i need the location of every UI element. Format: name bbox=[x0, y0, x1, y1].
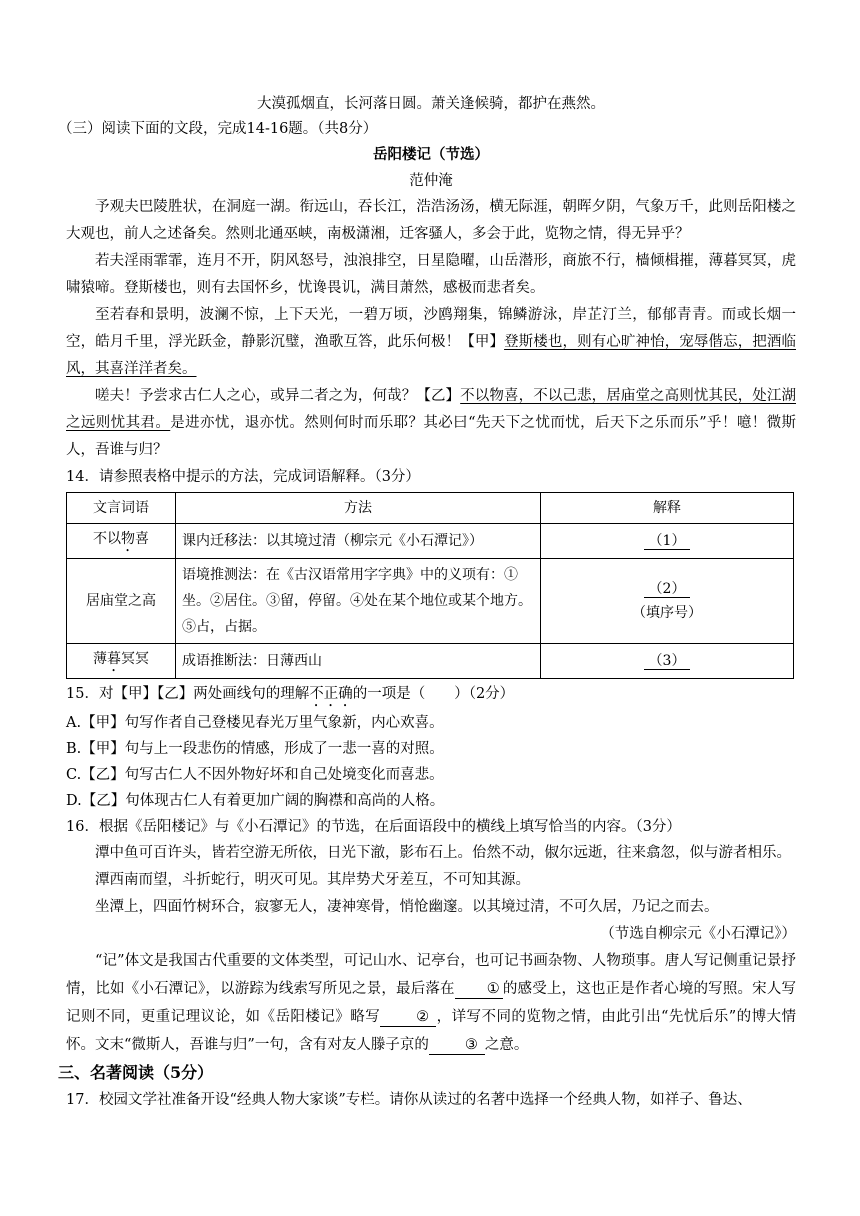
question-15-text: 15．对【甲】【乙】两处画线句的理解 bbox=[66, 686, 310, 702]
mark-yi: 【乙】 bbox=[416, 388, 461, 404]
paragraph-4-text-b: 是进亦忧，退亦忧。然则何时而乐耶？其必曰“先天下之忧而忧，后天下之乐而乐”乎！噫！微斯人，吾谁与归？ bbox=[66, 415, 797, 458]
paragraph-2: 若夫淫雨霏霏，连月不开，阴风怒号，浊浪排空，日星隐曜，山岳潜形，商旅不行，樯倾楫摧，薄暮冥冥，虎啸猿啼。登斯楼也，则有去国怀乡，忧谗畏讥，满目萧然，感极而悲者矣。 bbox=[66, 253, 796, 296]
table-cell-answer bbox=[541, 524, 794, 559]
paragraph-4 bbox=[66, 383, 796, 464]
exam-page bbox=[58, 92, 797, 1113]
option-b[interactable]: B.【甲】句与上一段悲伤的情感，形成了一悲一喜的对照。 bbox=[66, 741, 444, 757]
fill-blank-2[interactable]: ② bbox=[380, 1008, 436, 1027]
question-17: 17．校园文学社准备开设“经典人物大家谈”专栏。请你从读过的名著中选择一个经典人物，如祥子、鲁达、 bbox=[66, 1092, 752, 1108]
word-part: 冥冥 bbox=[121, 651, 149, 667]
table-cell-answer bbox=[541, 559, 794, 644]
word-part: 薄 bbox=[93, 651, 107, 667]
table-cell-word bbox=[67, 524, 176, 559]
table-row bbox=[67, 524, 794, 559]
poem-line: 大漠孤烟直，长河落日圆。萧关逢候骑，都护在燕然。 bbox=[257, 96, 605, 112]
table-header: 文言词语 bbox=[67, 493, 176, 524]
section-heading-classics: 三、名著阅读（5分） bbox=[58, 1063, 214, 1082]
fill-blank-3[interactable]: ③ bbox=[429, 1036, 485, 1055]
question-15-emphasis: 不正确 bbox=[309, 686, 353, 702]
question-15-text-end: 的一项是（ ）（2分） bbox=[352, 686, 515, 702]
text-title: 岳阳楼记（节选） bbox=[373, 146, 489, 163]
word-dotted-char: 暮 bbox=[107, 651, 121, 667]
paragraph-3 bbox=[66, 302, 796, 383]
fill-text-d: 之意。 bbox=[484, 1037, 529, 1053]
table-header: 方法 bbox=[176, 493, 541, 524]
mark-jia: 【甲】 bbox=[460, 334, 505, 350]
answer-blank[interactable]: （2） bbox=[644, 581, 690, 598]
fill-blank-1[interactable]: ① bbox=[455, 980, 503, 999]
word-part: 不以 bbox=[93, 531, 121, 547]
paragraph-1: 予观夫巴陵胜状，在洞庭一湖。衔远山，吞长江，浩浩汤汤，横无际涯，朝晖夕阴，气象万千，此则岳阳楼之大观也，前人之述备矣。然则北通巫峡，南极潇湘，迁客骚人，多会于此，览物之情，得无异乎？ bbox=[66, 199, 796, 242]
excerpt-source: （节选自柳宗元《小石潭记》） bbox=[600, 926, 796, 942]
fill-text-a: “记”体文是我国古代重要的文体类型，可记山水、记亭台，也可记书画杂物、人物琐事。唐人写记侧重记景抒情，比如《小石潭记》，以游踪为线索写所见之景，最后落在 bbox=[66, 953, 796, 997]
question-16: 16．根据《岳阳楼记》与《小石潭记》的节选，在后面语段中的横线上填写恰当的内容。（3分） bbox=[66, 819, 681, 835]
table-cell-method: 课内迁移法：以其境过清（柳宗元《小石潭记》） bbox=[176, 524, 541, 559]
option-c[interactable]: C.【乙】句写古仁人不因外物好坏和自己处境变化而喜悲。 bbox=[66, 767, 444, 783]
section3-heading: （三）阅读下面的文段，完成14-16题。（共8分） bbox=[58, 121, 378, 137]
table-cell-answer bbox=[541, 644, 794, 679]
option-d[interactable]: D.【乙】句体现古仁人有着更加广阔的胸襟和高尚的人格。 bbox=[66, 793, 445, 809]
option-a[interactable]: A.【甲】句写作者自己登楼见春光万里气象新，内心欢喜。 bbox=[66, 715, 444, 731]
paragraph-4-text-a: 嗟夫！予尝求古仁人之心，或异二者之为，何哉？ bbox=[95, 388, 417, 404]
excerpt-paragraph-1: 潭中鱼可百许头，皆若空游无所依，日光下澈，影布石上。佁然不动，俶尔远逝，往来翕忽，似与游者相乐。 bbox=[95, 845, 791, 861]
answer-note: （填序号） bbox=[632, 605, 702, 621]
question-15 bbox=[66, 681, 796, 710]
table-cell-word: 居庙堂之高 bbox=[67, 559, 176, 644]
table-cell-method: 成语推断法：日薄西山 bbox=[176, 644, 541, 679]
fill-text-b: 的感受上，这也正是作者心境的写照。宋人写记则不同，更重记理议论，如《岳阳楼记》略写 bbox=[66, 981, 796, 1025]
vocab-table bbox=[66, 492, 794, 679]
question-14: 14．请参照表格中提示的方法，完成词语解释。（3分） bbox=[66, 469, 420, 485]
fill-in-paragraph bbox=[66, 947, 796, 1059]
word-dotted-char: 物 bbox=[121, 531, 135, 547]
excerpt-paragraph-2: 潭西南而望，斗折蛇行，明灭可见。其岸势犬牙差互，不可知其源。 bbox=[95, 872, 530, 888]
table-row bbox=[67, 644, 794, 679]
paragraph-3-text: 至若春和景明，波澜不惊，上下天光，一碧万顷，沙鸥翔集，锦鳞游泳，岸芷汀兰，郁郁青青。而或长烟一空，皓月千里，浮光跃金，静影沉璧，渔歌互答，此乐何极！ bbox=[66, 307, 796, 350]
underlined-sentence-jia: 登斯楼也，则有心旷神怡，宠辱偕忘，把酒临风，其喜洋洋者矣。 bbox=[66, 334, 797, 377]
table-header: 解释 bbox=[541, 493, 794, 524]
table-row bbox=[67, 559, 794, 644]
answer-blank[interactable]: （1） bbox=[644, 533, 690, 550]
underlined-sentence-yi: 不以物喜，不以己悲，居庙堂之高则忧其民，处江湖之远则忧其君。 bbox=[66, 388, 797, 431]
table-cell-word bbox=[67, 644, 176, 679]
excerpt-paragraph-3: 坐潭上，四面竹树环合，寂寥无人，凄神寒骨，悄怆幽邃。以其境过清，不可久居，乃记之而去。 bbox=[95, 899, 719, 915]
fill-text-c: ，详写不同的览物之情，由此引出“先忧后乐”的博大情怀。文末“微斯人，吾谁与归”一句，含有对友人滕子京的 bbox=[66, 1009, 797, 1053]
table-cell-method: 语境推测法：在《古汉语常用字字典》中的义项有：①坐。②居住。③留，停留。④处在某个地位或某个地方。⑤占，占据。 bbox=[176, 559, 541, 644]
answer-blank[interactable]: （3） bbox=[644, 653, 690, 670]
text-author: 范仲淹 bbox=[409, 173, 453, 189]
word-part: 喜 bbox=[135, 531, 149, 547]
table-header-row bbox=[67, 493, 794, 524]
